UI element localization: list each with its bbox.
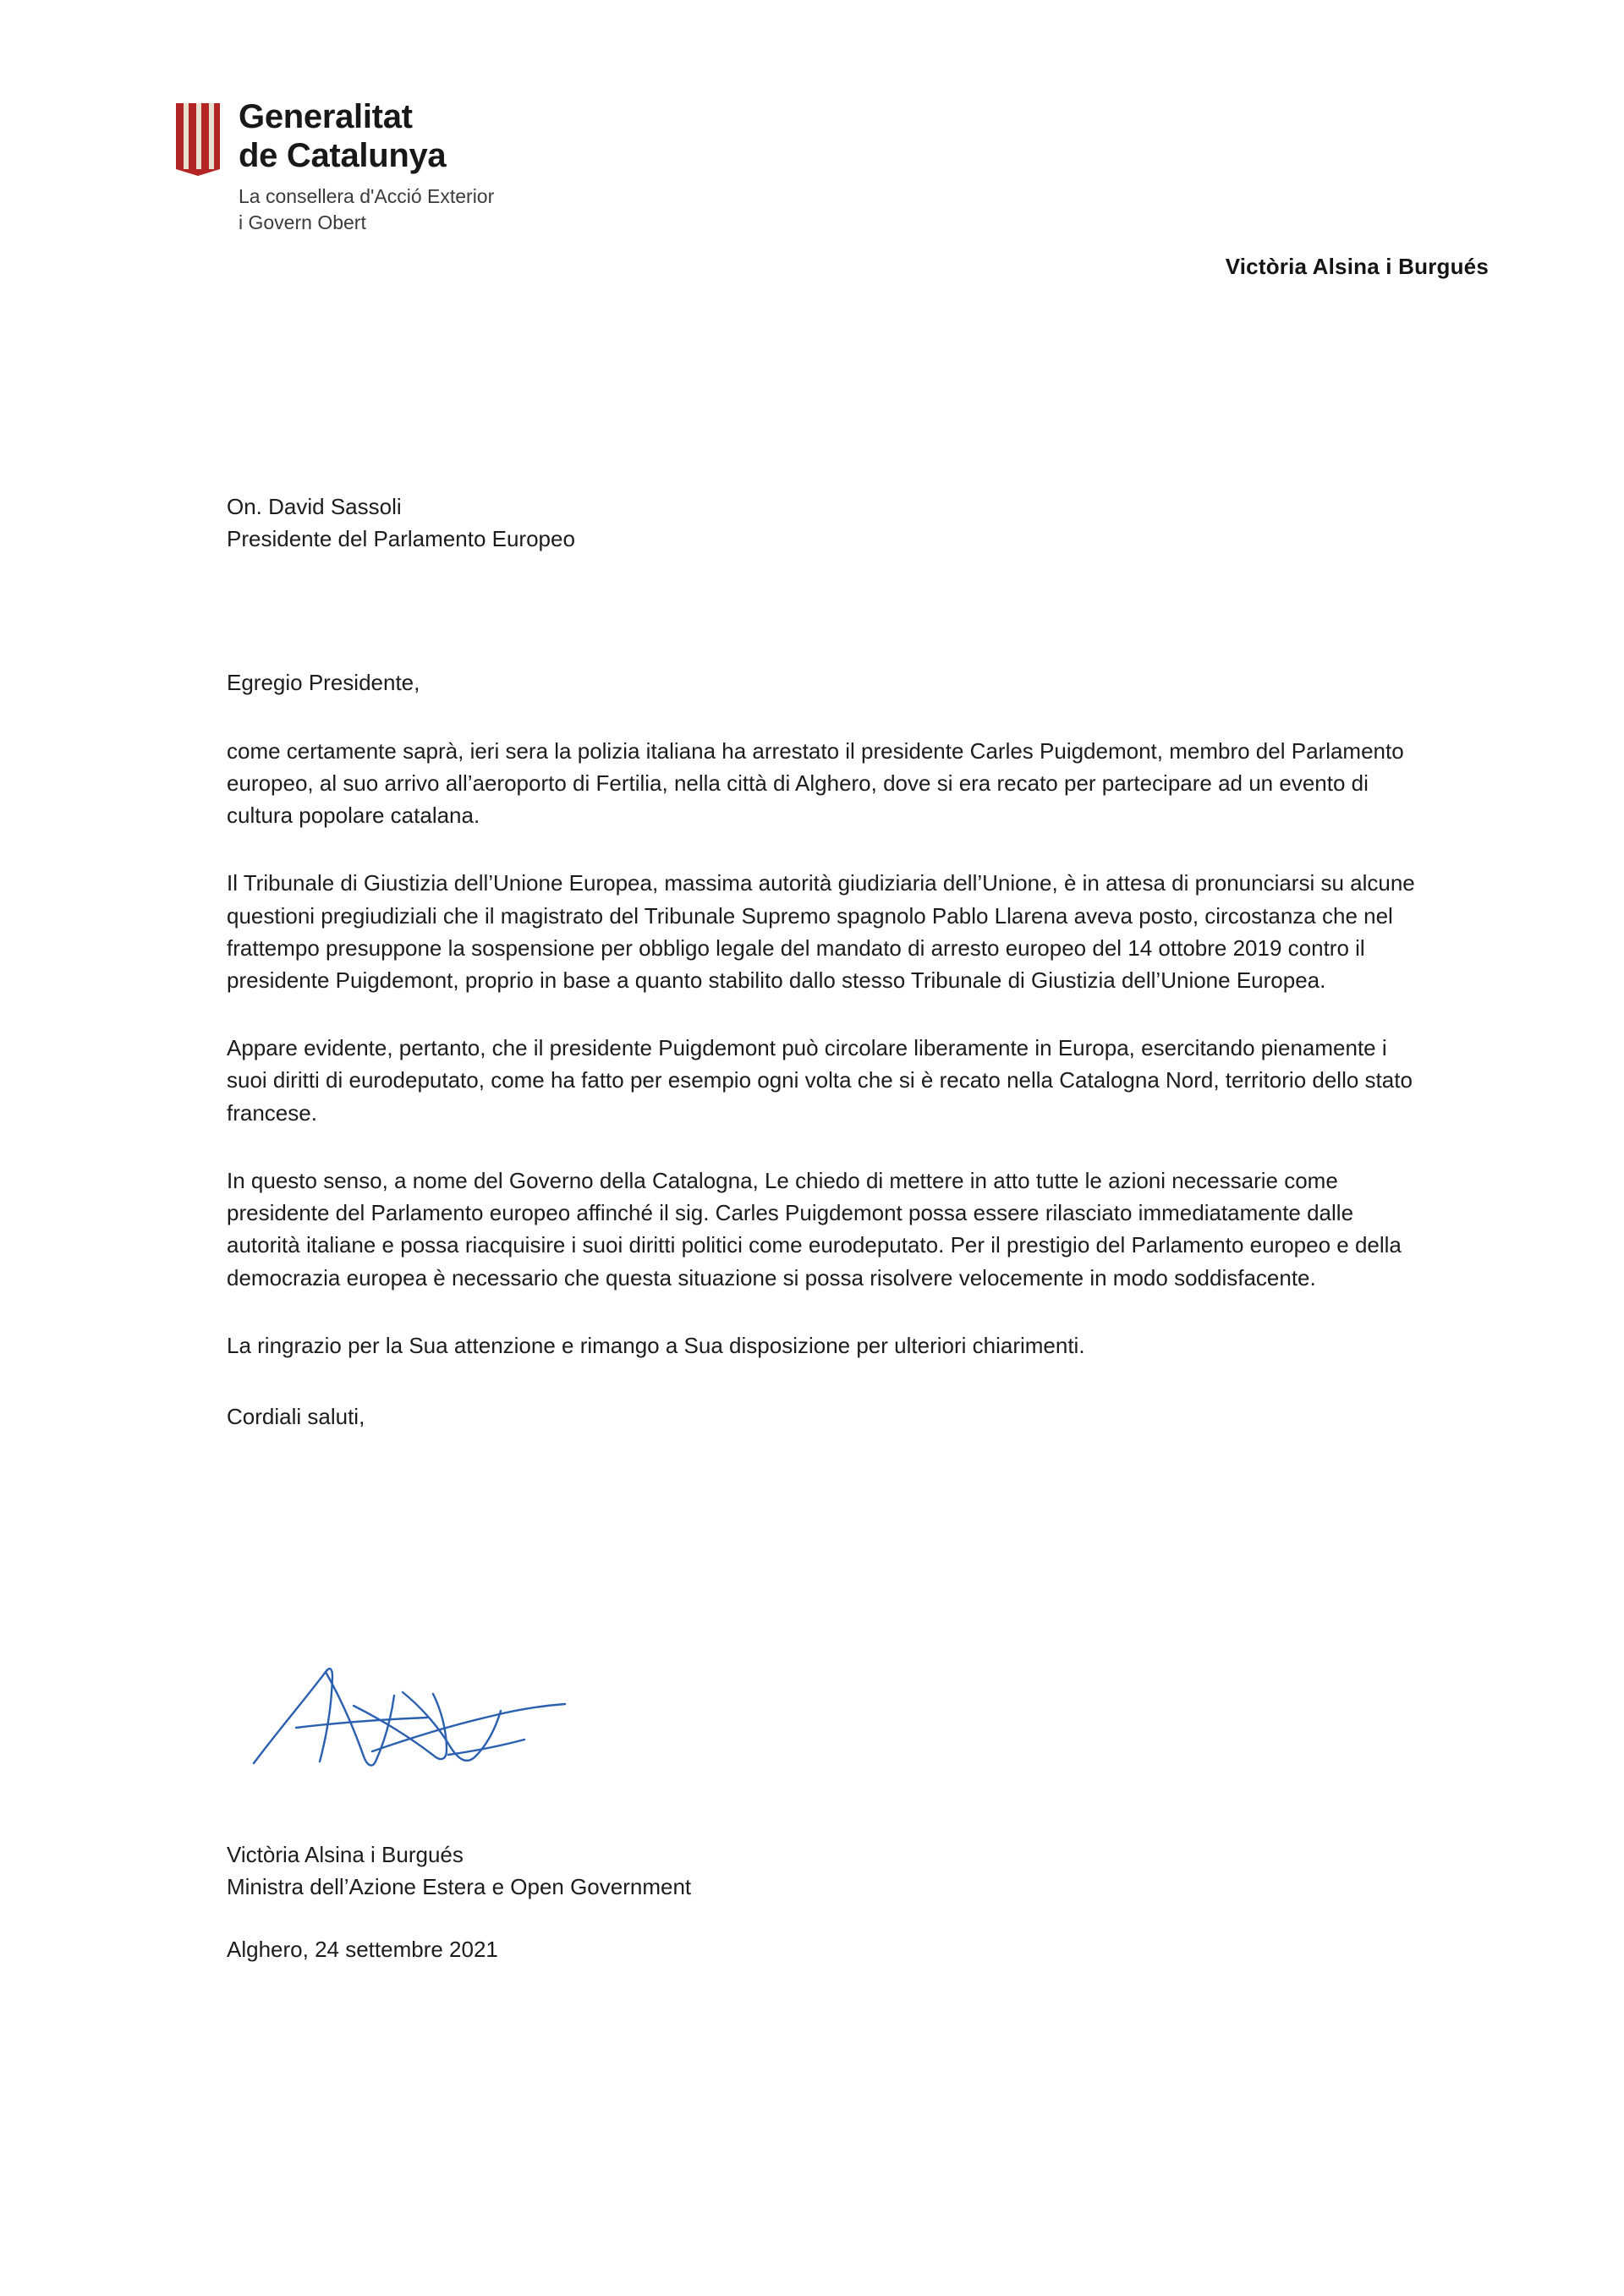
logo-line-2: de Catalunya <box>239 137 447 174</box>
signature-block <box>227 1839 691 1903</box>
paragraph-5: La ringrazio per la Sua attenzione e rimango a Sua disposizione per ulteriori chiarimenti. <box>227 1332 1085 1358</box>
signature-name: Victòria Alsina i Burgués <box>227 1842 464 1867</box>
sender-name-header: Victòria Alsina i Burgués <box>1225 254 1489 279</box>
paragraph-1: come certamente saprà, ieri sera la polizia italiana ha arrestato il presidente Carles Puigdemont, membro del Parlamento europeo, al suo arrivo all’aeroporto di Fertilia, nella città di Alghero, dove si era recato per partecipare ad un evento di cultura popolare catalana. <box>227 737 1404 829</box>
closing-line: Cordiali saluti, <box>227 1403 365 1429</box>
signature-title: Ministra dell’Azione Estera e Open Government <box>227 1873 692 1899</box>
letter-body <box>227 490 1428 1433</box>
addressee-line-2: Presidente del Parlamento Europeo <box>227 526 575 552</box>
addressee-line-1: On. David Sassoli <box>227 494 402 519</box>
logo-subtitle-2: i Govern Obert <box>239 211 366 234</box>
paragraph-4: In questo senso, a nome del Governo della Catalogna, Le chiedo di mettere in atto tutte le azioni necessarie come presidente del Parlamento europeo affinché il sig. Carles Puigdemont possa essere rilasciato immediatamente dalle autorità italiane e possa riacquisire i suoi diritti politici come eurodeputato. Per il prestigio del Parlamento europeo e della democrazia europea è necessario che questa situazione si possa risolvere velocemente in modo soddisfacente. <box>227 1167 1402 1290</box>
paragraph-3: Appare evidente, pertanto, che il presidente Puigdemont può circolare liberamente in Europa, esercitando pienamente i suoi diritti di eurodeputato, come ha fatto per esempio ogni volta che si è recato nella Catalogna Nord, territorio dello stato francese. <box>227 1035 1413 1126</box>
institutional-header <box>176 100 494 236</box>
catalonia-senyera-icon <box>176 103 220 176</box>
addressee-block <box>227 490 1428 555</box>
logo-wordmark <box>239 100 494 236</box>
logo-subtitle-1: La consellera d'Acció Exterior <box>239 185 495 207</box>
place-and-date: Alghero, 24 settembre 2021 <box>227 1937 498 1962</box>
paragraph-2: Il Tribunale di Giustizia dell’Unione Europea, massima autorità giudiziaria dell’Unione, è in attesa di pronunciarsi su alcune questioni pregiudiziali che il magistrato del Tribunale Supremo spagnolo Pablo Llarena aveva posto, circostanza che nel frattempo presuppone la sospensione per obbligo legale del mandato di arresto europeo del 14 ottobre 2019 contro il presidente Puigdemont, proprio in base a quanto stabilito dallo stesso Tribunale di Giustizia dell’Unione Europea. <box>227 870 1415 993</box>
handwritten-signature-icon <box>245 1628 609 1797</box>
salutation: Egregio Presidente, <box>227 670 420 696</box>
logo-line-1: Generalitat <box>239 98 413 135</box>
